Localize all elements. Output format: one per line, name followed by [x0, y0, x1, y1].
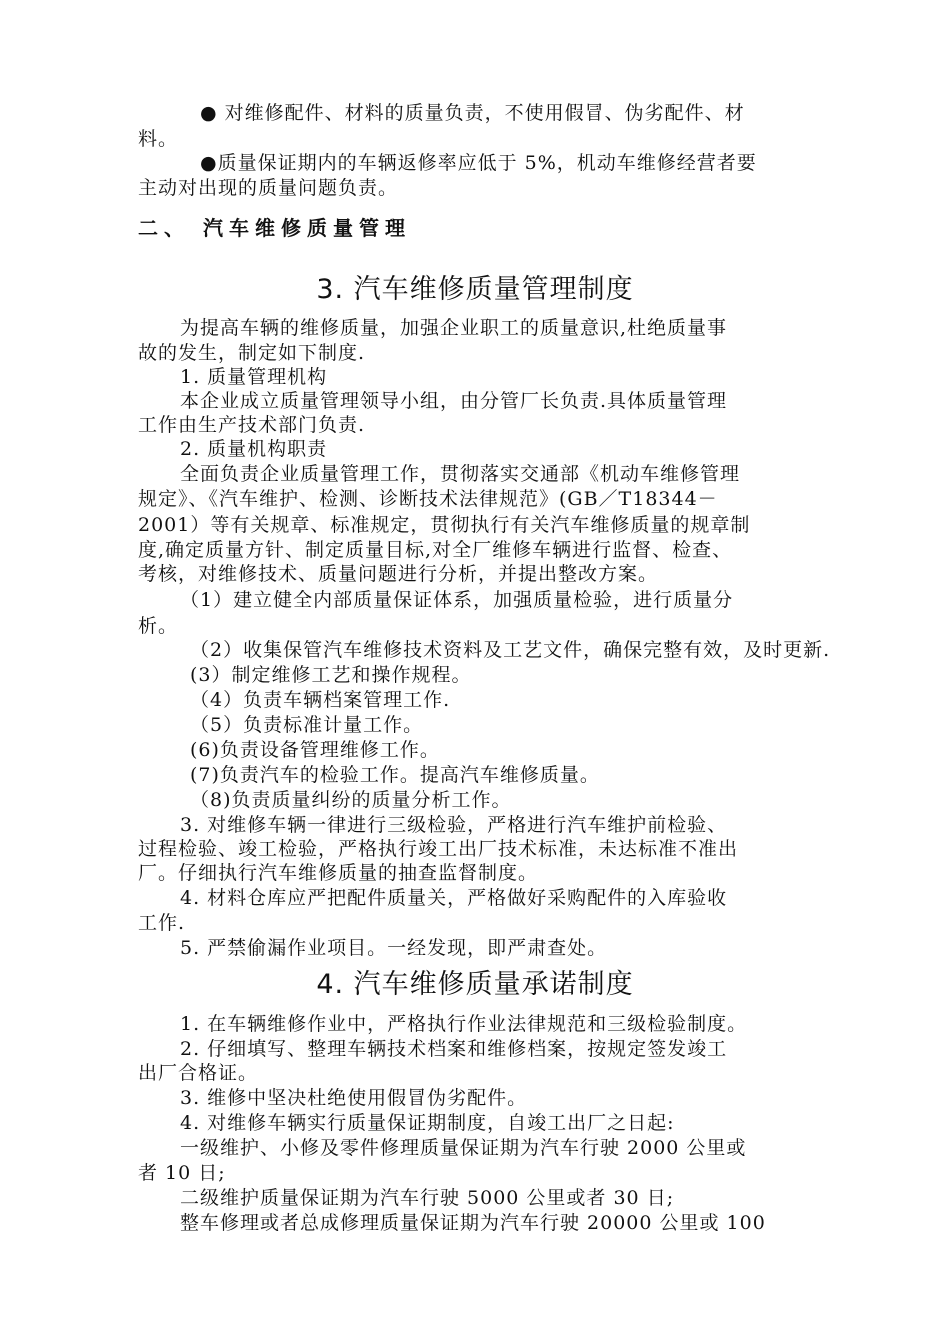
paragraph-line: 故的发生，制定如下制度.: [138, 342, 366, 364]
paragraph-line: 4. 材料仓库应严把配件质量关，严格做好采购配件的入库验收: [180, 887, 728, 909]
paragraph-line: 2. 质量机构职责: [180, 438, 328, 460]
paragraph-line: 1. 质量管理机构: [180, 366, 328, 388]
paragraph-line: 过程检验、竣工检验，严格执行竣工出厂技术标准，未达标准不准出: [138, 838, 739, 860]
paragraph-line: 4. 对维修车辆实行质量保证期制度，自竣工出厂之日起:: [180, 1112, 675, 1134]
paragraph-line: 本企业成立质量管理领导小组，由分管厂长负责.具体质量管理: [180, 390, 728, 412]
paragraph-line: 3. 对维修车辆一律进行三级检验，严格进行汽车维护前检验、: [180, 814, 728, 836]
paragraph-line: 工作.: [138, 912, 186, 934]
paragraph-line: 规定》、《汽车维护、检测、诊断技术法律规范》(GB／T18344－: [138, 488, 718, 510]
paragraph-line: (6)负责设备管理维修工作。: [190, 739, 440, 761]
paragraph-line: 出厂合格证。: [138, 1062, 259, 1084]
bullet-line: ● 对维修配件、材料的质量负责，不使用假冒、伪劣配件、材: [200, 102, 745, 124]
paragraph-line: 考核，对维修技术、质量问题进行分析，并提出整改方案。: [138, 563, 659, 585]
paragraph-line: （1）建立健全内部质量保证体系，加强质量检验，进行质量分: [180, 589, 734, 611]
paragraph-line: 度,确定质量方针、制定质量目标,对全厂维修车辆进行监督、检查、: [138, 539, 733, 561]
paragraph-line: 二级维护质量保证期为汽车行驶 5000 公里或者 30 日;: [180, 1187, 675, 1209]
paragraph-line: 3. 维修中坚决杜绝使用假冒伪劣配件。: [180, 1087, 528, 1109]
paragraph-line: 为提高车辆的维修质量，加强企业职工的质量意识,杜绝质量事: [180, 317, 728, 339]
paragraph-line: (3）制定维修工艺和操作规程。: [190, 664, 472, 686]
paragraph-line: 者 10 日;: [138, 1162, 226, 1184]
paragraph-line: （8)负责质量纠纷的质量分析工作。: [190, 789, 512, 811]
paragraph-line: （4）负责车辆档案管理工作.: [190, 689, 451, 711]
bullet-line: 料。: [138, 128, 179, 150]
paragraph-line: 2. 仔细填写、整理车辆技术档案和维修档案，按规定签发竣工: [180, 1038, 728, 1060]
paragraph-line: 整车修理或者总成修理质量保证期为汽车行驶 20000 公里或 100: [180, 1212, 766, 1234]
paragraph-line: 一级维护、小修及零件修理质量保证期为汽车行驶 2000 公里或: [180, 1137, 747, 1159]
paragraph-line: （5）负责标准计量工作。: [190, 714, 424, 736]
bullet-line: 主动对出现的质量问题负责。: [138, 177, 399, 199]
paragraph-line: 2001）等有关规章、标准规定，贯彻执行有关汽车维修质量的规章制: [138, 514, 751, 536]
paragraph-line: 5. 严禁偷漏作业项目。一经发现，即严肃查处。: [180, 937, 608, 959]
paragraph-line: (7)负责汽车的检验工作。提高汽车维修质量。: [190, 764, 600, 786]
paragraph-line: 厂。仔细执行汽车维修质量的抽查监督制度。: [138, 862, 539, 884]
section-title: 二、 汽车维修质量管理: [138, 216, 411, 240]
bullet-line: ●质量保证期内的车辆返修率应低于 5%，机动车维修经营者要: [200, 152, 757, 174]
heading-quality-commitment-system: 4. 汽车维修质量承诺制度: [316, 969, 634, 1000]
paragraph-line: 1. 在车辆维修作业中，严格执行作业法律规范和三级检验制度。: [180, 1013, 748, 1035]
paragraph-line: 工作由生产技术部门负责.: [138, 414, 366, 436]
paragraph-line: （2）收集保管汽车维修技术资料及工艺文件，确保完整有效，及时更新.: [190, 639, 831, 661]
heading-quality-management-system: 3. 汽车维修质量管理制度: [316, 274, 634, 305]
paragraph-line: 全面负责企业质量管理工作，贯彻落实交通部《机动车维修管理: [180, 463, 741, 485]
paragraph-line: 析。: [138, 615, 179, 637]
